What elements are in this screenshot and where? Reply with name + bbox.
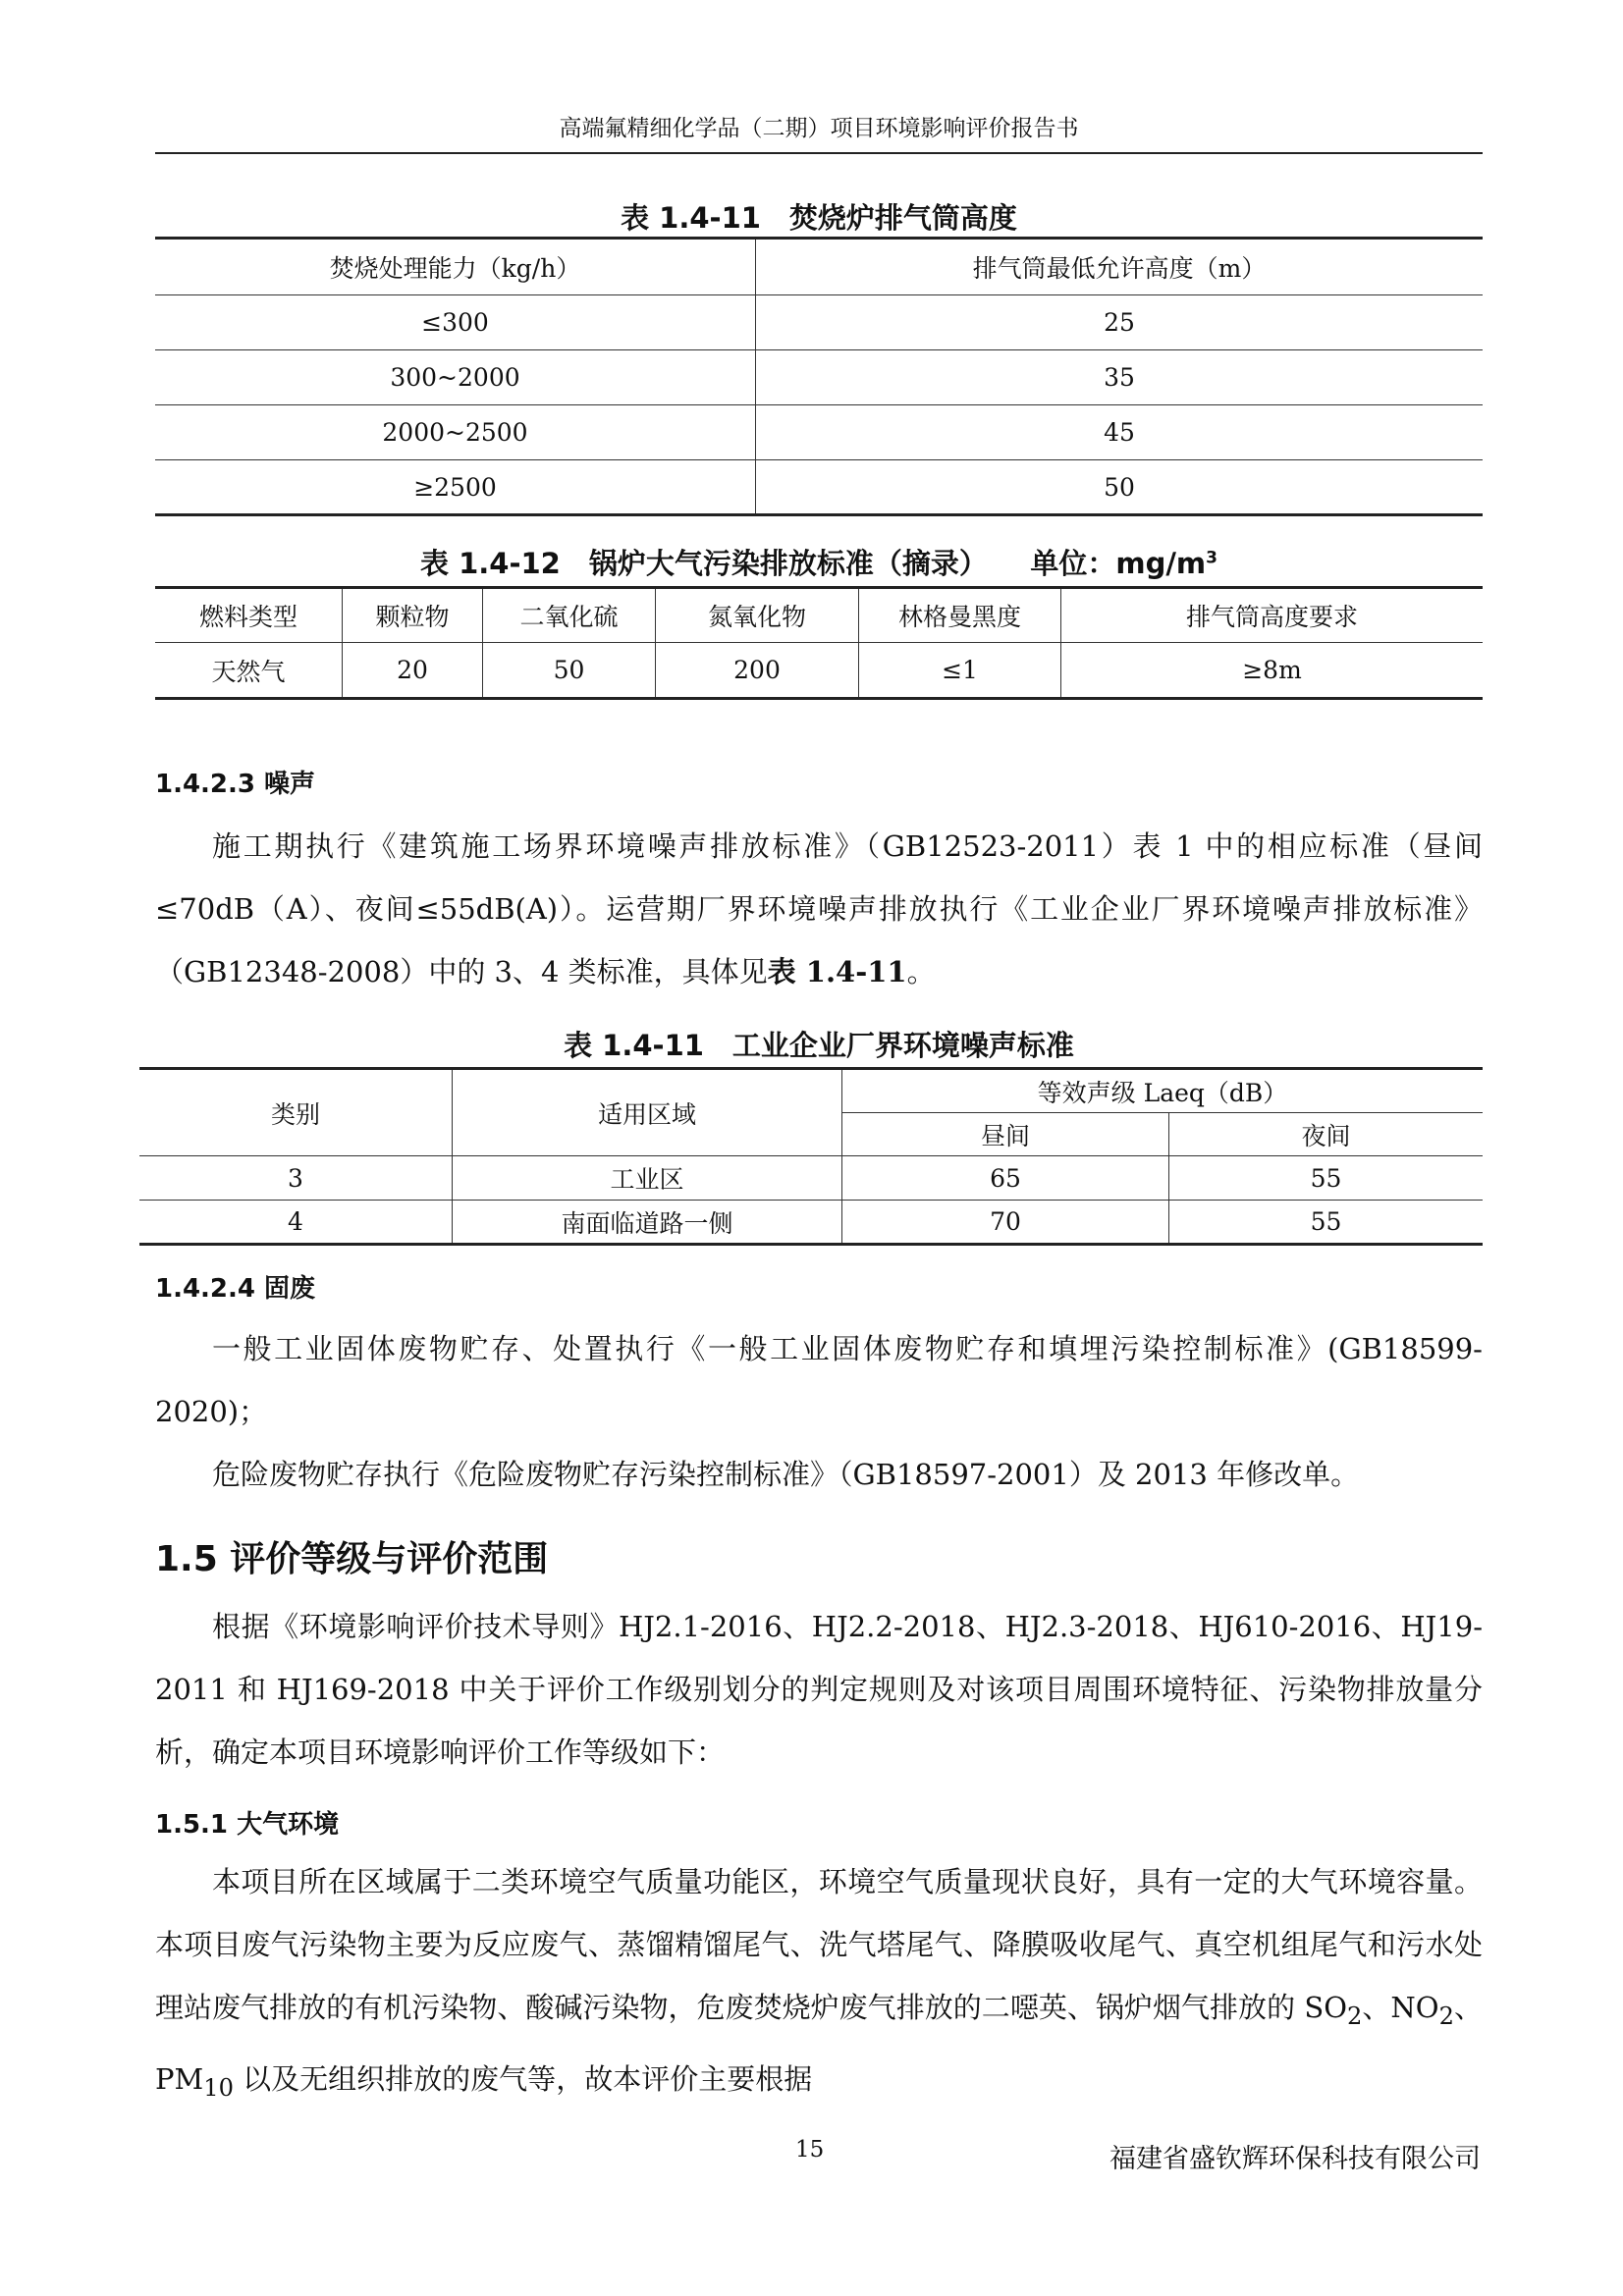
table-cell: 天然气 xyxy=(155,643,343,699)
table-cell: ≤1 xyxy=(859,643,1061,699)
page-header: 高端氟精细化学品（二期）项目环境影响评价报告书 xyxy=(155,110,1483,154)
table-cell: 工业区 xyxy=(453,1156,842,1201)
table-cell: 南面临道路一侧 xyxy=(453,1201,842,1245)
table-row xyxy=(155,643,1483,699)
table-cell: 3 xyxy=(139,1156,453,1201)
table-header-row xyxy=(155,239,1483,295)
table2-caption xyxy=(155,542,1483,582)
table-cell: 55 xyxy=(1169,1156,1484,1201)
table-cell: 35 xyxy=(756,350,1484,405)
table3-caption: 表 1.4-11 工业企业厂界环境噪声标准 xyxy=(564,1029,1074,1062)
noise-paragraph xyxy=(155,815,1483,1003)
table-header-cell: 等效声级 Laeq（dB） xyxy=(842,1069,1484,1113)
table-header-cell: 颗粒物 xyxy=(343,588,483,643)
section-heading-noise: 1.4.2.3 噪声 xyxy=(155,770,316,799)
table-cell: ≥2500 xyxy=(155,460,756,515)
table-cell: ≥8m xyxy=(1061,643,1484,699)
subscript: 10 xyxy=(203,2073,234,2102)
atmosphere-text-d: 以及无组织排放的废气等，故本评价主要根据 xyxy=(233,2061,813,2096)
noise-paragraph-text: 施工期执行《建筑施工场界环境噪声排放标准》（GB12523-2011）表 1 中的相应标准（昼间≤70dB（A）、夜间≤55dB(A)）。运营期厂界环境噪声排放执行《工业企业厂界环境噪声排放标准》（GB12348-2008）中的 3、4 类标准，具体见 xyxy=(155,829,1483,988)
section-heading-atmosphere: 1.5.1 大气环境 xyxy=(155,1810,340,1840)
solid-waste-paragraph-1: 一般工业固体废物贮存、处置执行《一般工业固体废物贮存和填埋污染控制标准》(GB18599-2020)； xyxy=(155,1332,1483,1428)
noise-paragraph-end: 。 xyxy=(906,955,936,988)
table-cell: 50 xyxy=(483,643,656,699)
table-cell: 4 xyxy=(139,1201,453,1245)
table-cell: 65 xyxy=(842,1156,1169,1201)
table-header-cell: 夜间 xyxy=(1169,1113,1484,1156)
table-header-row xyxy=(155,588,1483,643)
atmosphere-text-a: 本项目所在区域属于二类环境空气质量功能区，环境空气质量现状良好，具有一定的大气环境容量。本项目废气污染物主要为反应废气、蒸馏精馏尾气、洗气塔尾气、降膜吸收尾气、真空机组尾气和污水处理站废气排放的有机污染物、酸碱污染物，危废焚烧炉废气排放的二噁英、锅炉烟气排放的 SO xyxy=(155,1865,1483,2024)
atmosphere-text-b: 、NO xyxy=(1362,1991,1439,2024)
table-header-cell: 林格曼黑度 xyxy=(859,588,1061,643)
table-header-cell: 氮氧化物 xyxy=(656,588,859,643)
table-cell: 50 xyxy=(756,460,1484,515)
incinerator-stack-table xyxy=(155,237,1483,516)
table-cell: 300~2000 xyxy=(155,350,756,405)
table-cell: 70 xyxy=(842,1201,1169,1245)
company-name: 福建省盛钦辉环保科技有限公司 xyxy=(1109,2144,1481,2174)
table-row xyxy=(155,295,1483,350)
atmosphere-text-c: 、PM xyxy=(155,1991,1483,2096)
table-cell: 200 xyxy=(656,643,859,699)
table-header-cell: 类别 xyxy=(139,1069,453,1156)
subscript: 2 xyxy=(1438,2002,1454,2030)
unit-superscript: 3 xyxy=(1206,548,1217,568)
table-header-cell: 燃料类型 xyxy=(155,588,343,643)
table-header-cell: 焚烧处理能力（kg/h） xyxy=(155,239,756,295)
table-header-cell: 昼间 xyxy=(842,1113,1169,1156)
table-header-cell: 排气筒高度要求 xyxy=(1061,588,1484,643)
evaluation-level-paragraph: 根据《环境影响评价技术导则》HJ2.1-2016、HJ2.2-2018、HJ2.3-2018、HJ610-2016、HJ19-2011 和 HJ169-2018 中关于评价工作级别划分的判定规则及对该项目周围环境特征、污染物排放量分析，确定本项目环境影响评价工作等级如下： xyxy=(155,1610,1483,1769)
table-header-cell: 适用区域 xyxy=(453,1069,842,1156)
boiler-emission-table xyxy=(155,586,1483,700)
noise-standard-table xyxy=(139,1067,1483,1246)
table-reference: 表 1.4-11 xyxy=(767,955,907,988)
solid-waste-paragraph-2: 危险废物贮存执行《危险废物贮存污染控制标准》（GB18597-2001）及 2013 年修改单。 xyxy=(212,1458,1360,1491)
table-row xyxy=(155,405,1483,460)
subscript: 2 xyxy=(1346,2002,1363,2030)
section-heading-1-5: 1.5 评价等级与评价范围 xyxy=(155,1539,549,1579)
table-cell: 45 xyxy=(756,405,1484,460)
table-cell: 20 xyxy=(343,643,483,699)
table-row xyxy=(139,1201,1483,1245)
table-header-row xyxy=(139,1069,1483,1113)
section-heading-solid-waste: 1.4.2.4 固废 xyxy=(155,1274,316,1304)
atmosphere-paragraph xyxy=(155,1850,1483,2119)
table2-caption-text: 表 1.4-12 锅炉大气污染排放标准（摘录） 单位：mg/m xyxy=(420,547,1207,580)
table-row xyxy=(139,1156,1483,1201)
table-header-cell: 二氧化硫 xyxy=(483,588,656,643)
page-number: 15 xyxy=(795,2137,825,2163)
table-cell: 55 xyxy=(1169,1201,1484,1245)
table-header-cell: 排气筒最低允许高度（m） xyxy=(756,239,1484,295)
table-cell: ≤300 xyxy=(155,295,756,350)
table-row xyxy=(155,350,1483,405)
table-row xyxy=(155,460,1483,515)
table-cell: 2000~2500 xyxy=(155,405,756,460)
table1-caption: 表 1.4-11 焚烧炉排气筒高度 xyxy=(621,201,1017,235)
table-cell: 25 xyxy=(756,295,1484,350)
